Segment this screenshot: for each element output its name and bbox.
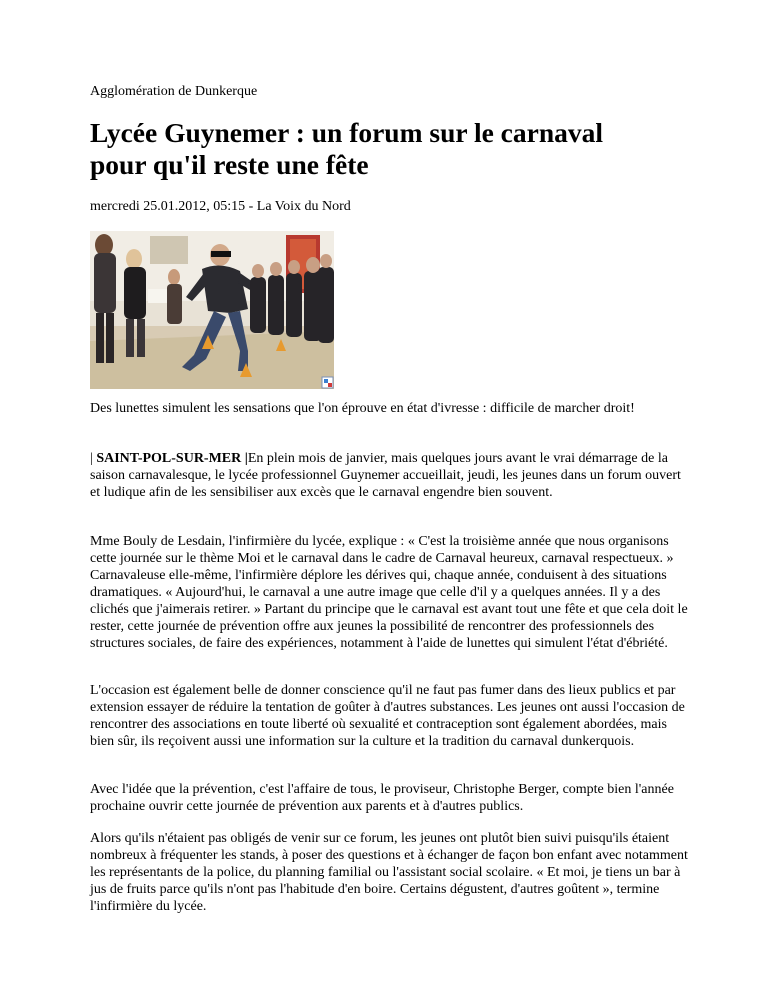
paragraph-4: Avec l'idée que la prévention, c'est l'affaire de tous, le proviseur, Christophe Berger, compte bien l'année prochaine ouvrir cette journée de prévention aux parents et à d'autres publics. [90,782,674,814]
photo-caption: Des lunettes simulent les sensations que l'on éprouve en état d'ivresse : difficile de marcher droit! [90,401,635,416]
article-byline: mercredi 25.01.2012, 05:15 - La Voix du Nord [90,199,351,214]
image-placeholder-icon [322,377,333,388]
photo-illustration [90,231,334,389]
section-label: Agglomération de Dunkerque [90,84,258,99]
paragraph-2: Mme Bouly de Lesdain, l'infirmière du lycée, explique : « C'est la troisième année que nous organisons cette journée sur le thème Moi et le carnaval dans le cadre de Carnaval heureux, carnaval respectueux. » Carnavaleuse elle-même, l'infirmière déplore les dérives qui, chaque année, conduisent à des situations dramatiques. « Aujourd'hui, le carnaval a une autre image que celle d'il y a quelques années. Il y a des clichés que j'aimerais retirer. » Partant du principe que le carnaval est avant tout une fête et que cela doit le rester, cette journée de prévention offre aux jeunes la possibilité de rencontrer des professionnels des structures sociales, de faire des expériences, notamment à l'aide de lunettes qui simulent l'état d'ébriété. [90,534,688,651]
article-title-line-2: pour qu'il reste une fête [90,149,369,180]
paragraph-1 [90,450,690,501]
paragraph-1-prefix: | [90,451,97,466]
article-photo [90,231,334,389]
article-title [90,117,690,181]
dateline: SAINT-POL-SUR-MER | [96,451,248,466]
paragraph-1-text: En plein mois de janvier, mais quelques jours avant le vrai démarrage de la saison carnavalesque, le lycée professionnel Guynemer accueillait, jeudi, les jeunes dans un forum ouvert et ludique afin de les sensibiliser aux excès que le carnaval engendre bien souvent. [90,451,681,500]
article-title-line-1: Lycée Guynemer : un forum sur le carnaval [90,117,604,148]
paragraph-3: L'occasion est également belle de donner conscience qu'il ne faut pas fumer dans des lieux publics et par extension essayer de réduire la tentation de goûter à d'autres substances. Les jeunes ont aussi l'occasion de rencontrer des associations en toute liberté où sexualité et contraception sont également abordées, mais bien sûr, ils reçoivent aussi une information sur la culture et la tradition du carnaval dunkerquois. [90,683,685,749]
paragraph-5: Alors qu'ils n'étaient pas obligés de venir sur ce forum, les jeunes ont plutôt bien suivi puisqu'ils étaient nombreux à fréquenter les stands, à poser des questions et à échanger de façon bon enfant avec notamment les représentants de la police, du planning familial ou l'assistant social scolaire. « Et moi, je tiens un bar à jus de fruits parce qu'ils n'ont pas l'habitude d'en boire. Certains dégustent, d'autres goûtent », termine l'infirmière du lycée. [90,831,688,914]
